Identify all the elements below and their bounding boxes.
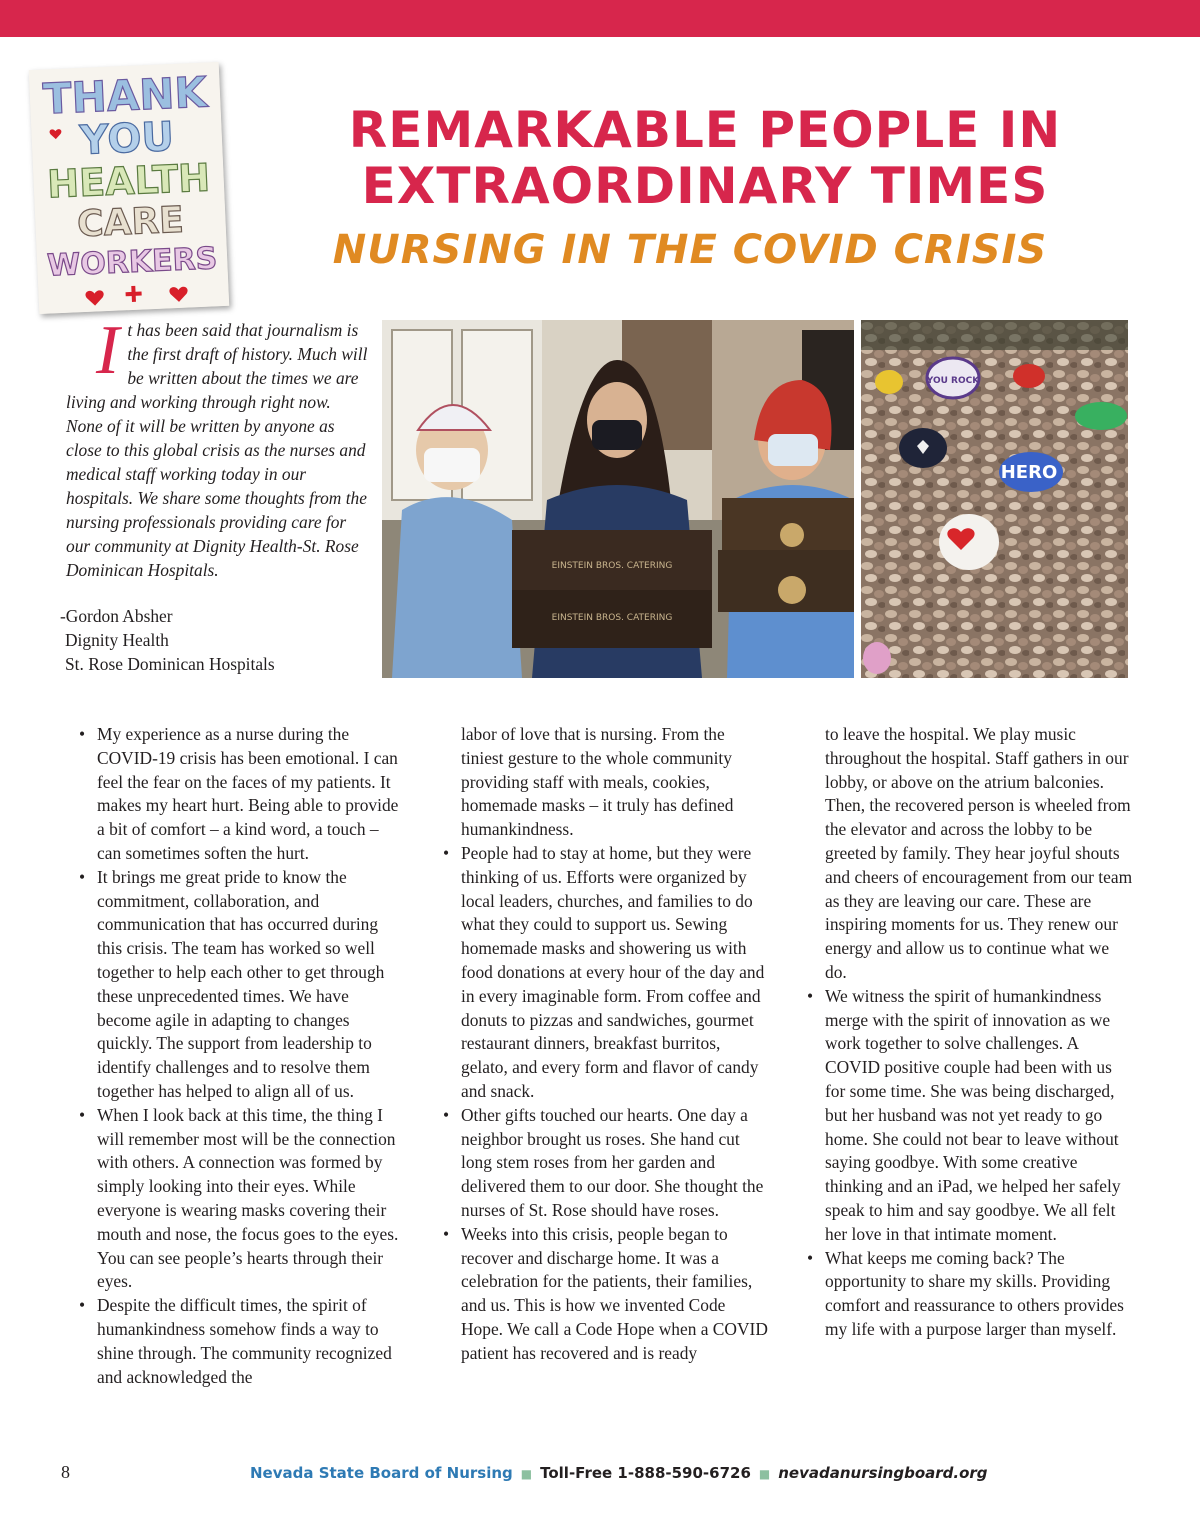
signature-org: Dignity Health (65, 630, 169, 650)
footer-org: Nevada State Board of Nursing (250, 1464, 513, 1482)
thank-you-card-image (29, 62, 229, 314)
drop-cap: I (96, 312, 120, 389)
headline-line-2: EXTRAORDINARY TIMES (361, 157, 1049, 215)
signature-name: -Gordon Absher (60, 606, 173, 626)
intro-paragraph (66, 312, 370, 582)
list-item: • What keeps me coming back? The opportunity to share my skills. Providing comfort and reassurance to others provides my life with a purpose larger than myself. (804, 1247, 1134, 1342)
card-line-2: YOU (78, 114, 175, 165)
list-item-continuation: to leave the hospital. We play music throughout the hospital. Staff gathers in our lobby, or above on the atrium balconies. Then, the recovered person is wheeled from the elevator and across the lobby to be greeted by family. They hear joyful shouts and cheers of encouragement from our team as they are leaving our care. These are inspiring moments for us. They renew our energy and allow us to continue what we do. (825, 724, 1133, 982)
list-item: • Weeks into this crisis, people began to recover and discharge home. It was a celebration for the patients, their families, and us. This is how we invented Code Hope. We call a Code Hope when a COVID patient has recovered and is ready (440, 1223, 770, 1366)
page-number: 8 (61, 1462, 70, 1482)
footer-separator-icon: ■ (758, 1467, 771, 1481)
signature-hospital: St. Rose Dominican Hospitals (65, 654, 275, 674)
card-line-4: CARE (76, 199, 185, 246)
rock-hero-label: HERO (1000, 462, 1058, 483)
bullet-list (76, 723, 406, 1389)
card-line-3: HEALTH (46, 155, 211, 207)
article-column-2 (440, 723, 770, 1366)
headline-line-1: REMARKABLE PEOPLE IN (348, 101, 1062, 159)
intro-signature (60, 604, 370, 676)
list-item: • It brings me great pride to know the commitment, collaboration, and communication that has occurred during this crisis. The team has worked so well together to help each other to get through these unprecedented times. We have become agile in adapting to changes quickly. The support from leadership to identify challenges and to resolve them together has helped to align all of us. (76, 866, 406, 1104)
article-column-3 (804, 723, 1134, 1342)
headline (240, 102, 1170, 214)
painted-rocks-photo (861, 320, 1128, 678)
list-item: • Despite the difficult times, the spirit of humankindness somehow finds a way to shine through. The community recognized and acknowledged the (76, 1294, 406, 1389)
list-item-continuation: labor of love that is nursing. From the tiniest gesture to the whole community providing staff with meals, cookies, homemade masks – it truly has defined humankindness. (461, 724, 734, 840)
top-color-bar (0, 0, 1200, 37)
box-label-2: EINSTEIN BROS. CATERING (551, 613, 673, 623)
box-label-1: EINSTEIN BROS. CATERING (551, 561, 673, 571)
card-line-5: WORKERS (46, 241, 219, 284)
list-item: • People had to stay at home, but they were thinking of us. Efforts were organized by local leaders, churches, and families to do what they could to support us. Sewing homemade masks and showering us with food donations at every hour of the day and in every imaginable form. From coffee and donuts to pizzas and sandwiches, gourmet restaurant dinners, breakfast burritos, gelato, and every form and flavor of candy and snack. (440, 842, 770, 1104)
footer-separator-icon: ■ (520, 1467, 533, 1481)
intro-text: t has been said that journalism is the first draft of history. Much will be written about the times we are living and working through right now. None of it will be written by anyone as close to this global crisis as the nurses and medical staff working today in our hospitals. We share some thoughts from the nursing professionals providing care for our community at Dignity Health-St. Rose Dominican Hospitals. (66, 320, 368, 580)
list-item: • Other gifts touched our hearts. One day a neighbor brought us roses. She hand cut long stem roses from her garden and delivered them to our door. She thought the nurses of St. Rose should have roses. (440, 1104, 770, 1223)
subheadline: NURSING IN THE COVID CRISIS (332, 227, 1048, 273)
nurses-with-food-photo (382, 320, 854, 678)
footer-phone: Toll-Free 1-888-590-6726 (540, 1464, 751, 1482)
list-item: • My experience as a nurse during the COVID-19 crisis has been emotional. I can feel the fear on the faces of my patients. It makes my heart hurt. Being able to provide a bit of comfort – a kind word, a touch – can sometimes soften the hurt. (76, 723, 406, 866)
card-line-1: THANK (41, 67, 208, 124)
list-item: • When I look back at this time, the thing I will remember most will be the connection with others. A connection was formed by simply looking into their eyes. While everyone is wearing masks covering their mouth and nose, the focus goes to the eyes. You can see people’s hearts through their eyes. (76, 1104, 406, 1294)
list-item: • We witness the spirit of humankindness merge with the spirit of innovation as we work together to solve challenges. A COVID positive couple had been with us for some time. She was being discharged, but her husband was not yet ready to go home. She could not bear to leave without saying goodbye. With some creative thinking and an iPad, we helped her safely speak to him and say goodbye. We all felt her love in that intimate moment. (804, 985, 1134, 1247)
footer-url: nevadanursingboard.org (778, 1464, 988, 1482)
page-footer (250, 1464, 1050, 1482)
article-column-1 (76, 723, 406, 1389)
rock-you-label: YOU ROCK (926, 376, 980, 386)
bullet-list (440, 842, 770, 1366)
bullet-list (804, 985, 1134, 1342)
